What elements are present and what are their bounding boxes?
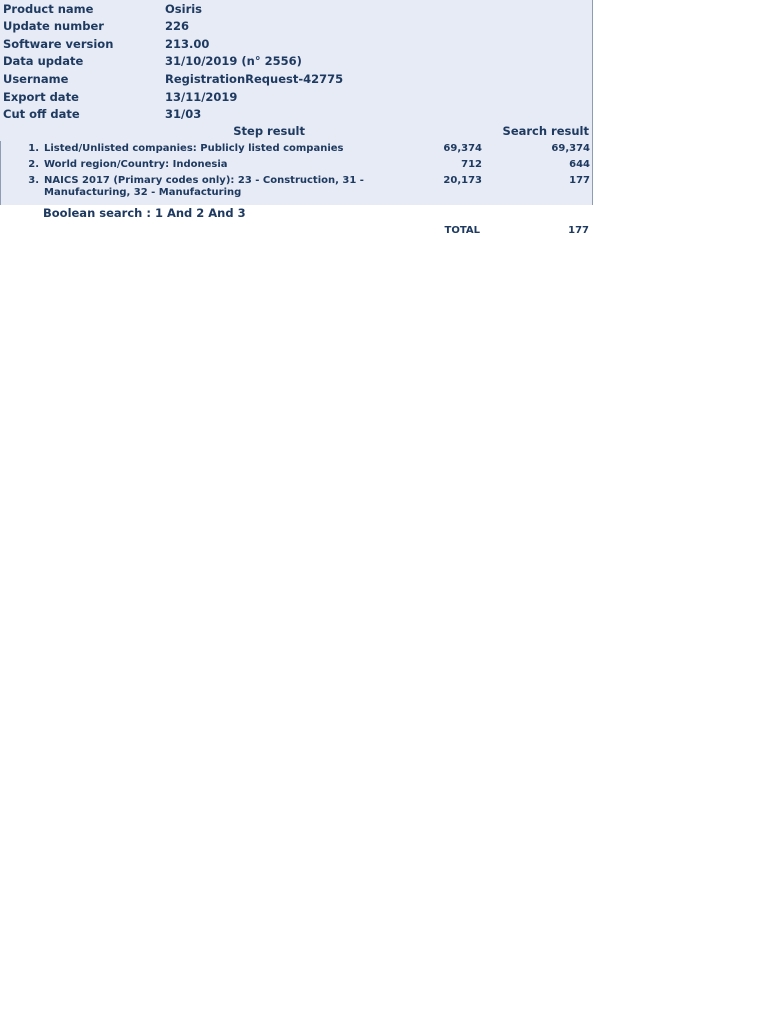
search-result-value: 69,374 [551,143,590,154]
info-label: Software version [3,37,114,51]
info-value: 31/10/2019 (n° 2556) [165,54,302,68]
info-value: 13/11/2019 [165,90,238,104]
search-steps [0,141,592,205]
step-result-value: 20,173 [443,175,482,186]
search-summary-sheet [0,0,593,205]
step-number: 1. [28,143,39,154]
info-value: Osiris [165,2,203,16]
search-result-value: 177 [569,175,590,186]
info-value: 31/03 [165,107,202,121]
boolean-search: Boolean search : 1 And 2 And 3 [43,206,246,220]
step-result-value: 712 [461,159,482,170]
total-value: 177 [568,225,589,236]
step-criteria: NAICS 2017 (Primary codes only): 23 - Construction, 31 - Manufacturing, 32 - Manufacturing [44,175,364,198]
info-label: Update number [3,19,104,33]
search-result-value: 644 [569,159,590,170]
step-criteria: World region/Country: Indonesia [44,159,228,170]
info-value: 213.00 [165,37,210,51]
info-label: Cut off date [3,107,80,121]
info-label: Export date [3,90,79,104]
info-label: Username [3,72,69,86]
info-label: Product name [3,2,94,16]
info-label: Data update [3,54,84,68]
step-number: 3. [28,175,39,186]
step-number: 2. [28,159,39,170]
step-result-header: Step result [233,124,305,138]
total-label: TOTAL [444,225,480,236]
info-value: 226 [165,19,190,33]
step-result-value: 69,374 [443,143,482,154]
step-criteria: Listed/Unlisted companies: Publicly listed companies [44,143,344,154]
search-result-header: Search result [502,124,589,138]
info-value: RegistrationRequest-42775 [165,72,344,86]
